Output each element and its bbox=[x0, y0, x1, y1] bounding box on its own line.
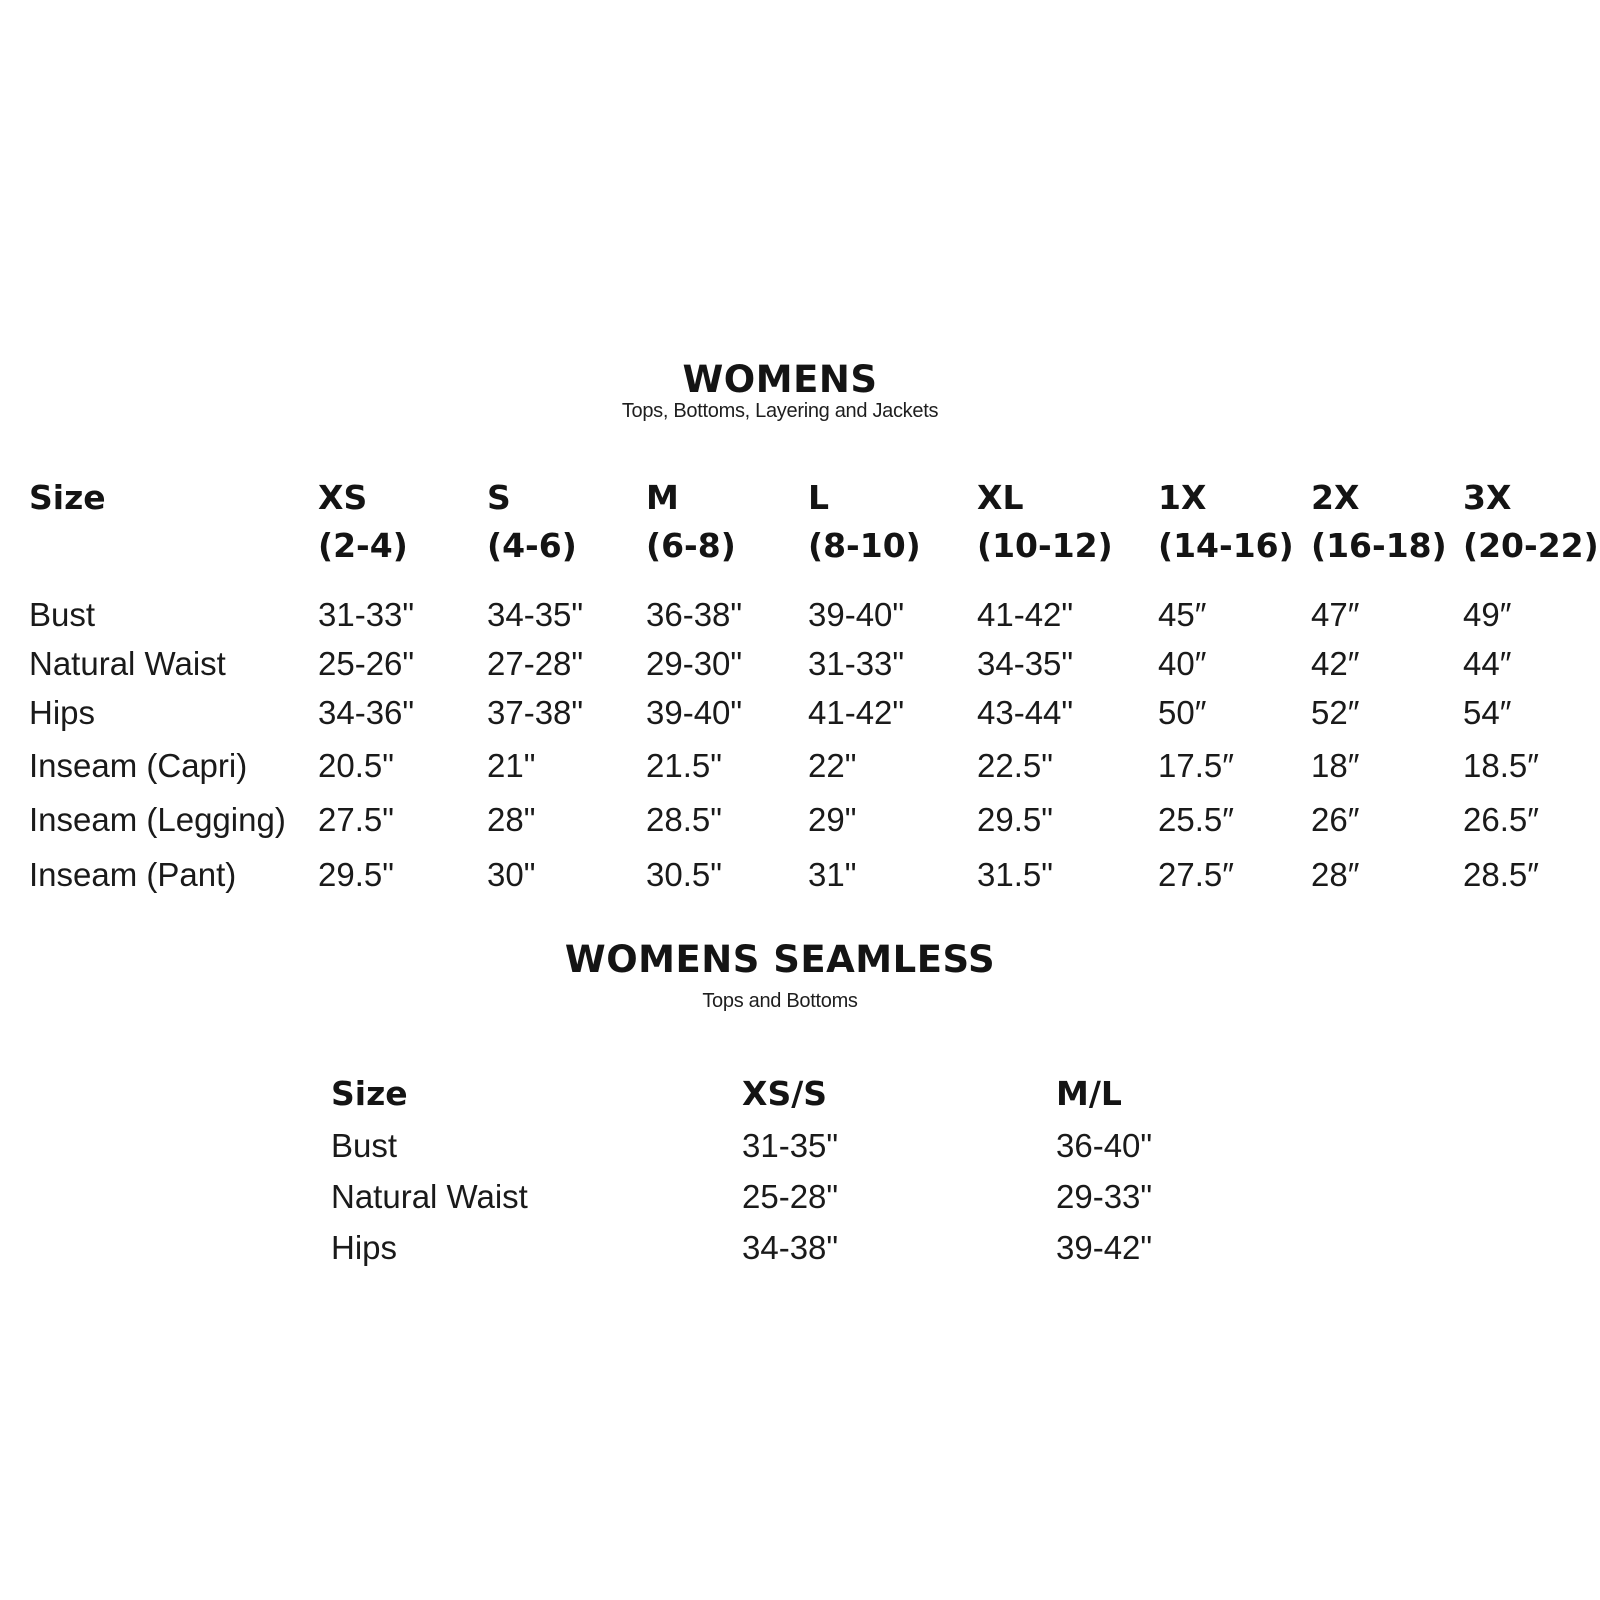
row-label: Inseam (Pant) bbox=[29, 856, 237, 893]
cell-value: 28" bbox=[487, 801, 536, 838]
cell-value: 34-35" bbox=[487, 596, 584, 633]
cell-value: 41-42" bbox=[808, 694, 905, 731]
cell-value: 45″ bbox=[1158, 596, 1207, 633]
cell-value: 28.5″ bbox=[1463, 856, 1539, 893]
cell-value: 28″ bbox=[1311, 856, 1360, 893]
size-range: (6-8) bbox=[646, 526, 736, 565]
cell-value: 29.5" bbox=[318, 856, 394, 893]
cell-value: 50″ bbox=[1158, 694, 1207, 731]
size-label: 1X bbox=[1158, 478, 1207, 517]
cell-value: 17.5″ bbox=[1158, 747, 1234, 784]
cell-value: 25.5″ bbox=[1158, 801, 1234, 838]
seamless-title: WOMENS SEAMLESS bbox=[564, 938, 996, 981]
cell-value: 34-38" bbox=[742, 1229, 839, 1266]
cell-value: 54″ bbox=[1463, 694, 1512, 731]
cell-value: 36-40" bbox=[1056, 1127, 1153, 1164]
cell-value: 36-38" bbox=[646, 596, 743, 633]
cell-value: 25-26" bbox=[318, 645, 415, 682]
cell-value: 37-38" bbox=[487, 694, 584, 731]
cell-value: 29" bbox=[808, 801, 857, 838]
womens-col-2x bbox=[1311, 478, 1447, 566]
seamless-col-m-l: M/L bbox=[1056, 1074, 1122, 1113]
cell-value: 27.5″ bbox=[1158, 856, 1234, 893]
womens-col-m bbox=[646, 478, 736, 566]
cell-value: 31" bbox=[808, 856, 857, 893]
cell-value: 44″ bbox=[1463, 645, 1512, 682]
size-label: M bbox=[646, 478, 679, 517]
size-range: (16-18) bbox=[1311, 526, 1447, 565]
size-label: L bbox=[808, 478, 830, 517]
womens-col-3x bbox=[1463, 478, 1599, 566]
cell-value: 26.5″ bbox=[1463, 801, 1539, 838]
cell-value: 22" bbox=[808, 747, 857, 784]
seamless-size-header: Size bbox=[331, 1074, 408, 1113]
cell-value: 39-40" bbox=[808, 596, 905, 633]
cell-value: 29.5" bbox=[977, 801, 1053, 838]
cell-value: 42″ bbox=[1311, 645, 1360, 682]
cell-value: 27-28" bbox=[487, 645, 584, 682]
cell-value: 52″ bbox=[1311, 694, 1360, 731]
cell-value: 30.5" bbox=[646, 856, 722, 893]
cell-value: 31-33" bbox=[808, 645, 905, 682]
cell-value: 40″ bbox=[1158, 645, 1207, 682]
cell-value: 47″ bbox=[1311, 596, 1360, 633]
row-label: Hips bbox=[29, 694, 96, 731]
womens-col-xs bbox=[318, 478, 408, 566]
row-label: Natural Waist bbox=[331, 1178, 528, 1215]
womens-title: WOMENS bbox=[682, 358, 878, 401]
cell-value: 34-36" bbox=[318, 694, 415, 731]
row-label: Bust bbox=[29, 596, 96, 633]
cell-value: 18.5″ bbox=[1463, 747, 1539, 784]
size-range: (4-6) bbox=[487, 526, 577, 565]
womens-col-s bbox=[487, 478, 577, 566]
cell-value: 31-35" bbox=[742, 1127, 839, 1164]
cell-value: 26″ bbox=[1311, 801, 1360, 838]
size-label: 2X bbox=[1311, 478, 1360, 517]
cell-value: 21.5" bbox=[646, 747, 722, 784]
row-label: Natural Waist bbox=[29, 645, 226, 682]
cell-value: 18″ bbox=[1311, 747, 1360, 784]
row-label: Inseam (Legging) bbox=[29, 801, 286, 838]
seamless-subtitle: Tops and Bottoms bbox=[702, 990, 858, 1012]
row-label: Inseam (Capri) bbox=[29, 747, 248, 784]
size-label: XL bbox=[977, 478, 1024, 517]
seamless-col-xs-s: XS/S bbox=[742, 1074, 828, 1113]
size-range: (8-10) bbox=[808, 526, 921, 565]
cell-value: 21" bbox=[487, 747, 536, 784]
cell-value: 30" bbox=[487, 856, 536, 893]
row-label: Bust bbox=[331, 1127, 398, 1164]
womens-subtitle: Tops, Bottoms, Layering and Jackets bbox=[621, 400, 939, 422]
cell-value: 49″ bbox=[1463, 596, 1512, 633]
cell-value: 20.5" bbox=[318, 747, 394, 784]
womens-col-1x bbox=[1158, 478, 1294, 566]
cell-value: 31-33" bbox=[318, 596, 415, 633]
cell-value: 39-42" bbox=[1056, 1229, 1153, 1266]
womens-size-header: Size bbox=[29, 478, 106, 517]
cell-value: 25-28" bbox=[742, 1178, 839, 1215]
cell-value: 41-42" bbox=[977, 596, 1074, 633]
cell-value: 22.5" bbox=[977, 747, 1053, 784]
size-label: XS bbox=[318, 478, 368, 517]
size-range: (10-12) bbox=[977, 526, 1113, 565]
size-range: (20-22) bbox=[1463, 526, 1599, 565]
womens-col-xl bbox=[977, 478, 1113, 566]
womens-col-l bbox=[808, 478, 921, 566]
cell-value: 29-30" bbox=[646, 645, 743, 682]
cell-value: 43-44" bbox=[977, 694, 1074, 731]
size-label: S bbox=[487, 478, 511, 517]
cell-value: 31.5" bbox=[977, 856, 1053, 893]
row-label: Hips bbox=[331, 1229, 398, 1266]
cell-value: 27.5" bbox=[318, 801, 394, 838]
size-range: (14-16) bbox=[1158, 526, 1294, 565]
cell-value: 39-40" bbox=[646, 694, 743, 731]
cell-value: 28.5" bbox=[646, 801, 722, 838]
cell-value: 34-35" bbox=[977, 645, 1074, 682]
cell-value: 29-33" bbox=[1056, 1178, 1153, 1215]
size-range: (2-4) bbox=[318, 526, 408, 565]
size-label: 3X bbox=[1463, 478, 1512, 517]
